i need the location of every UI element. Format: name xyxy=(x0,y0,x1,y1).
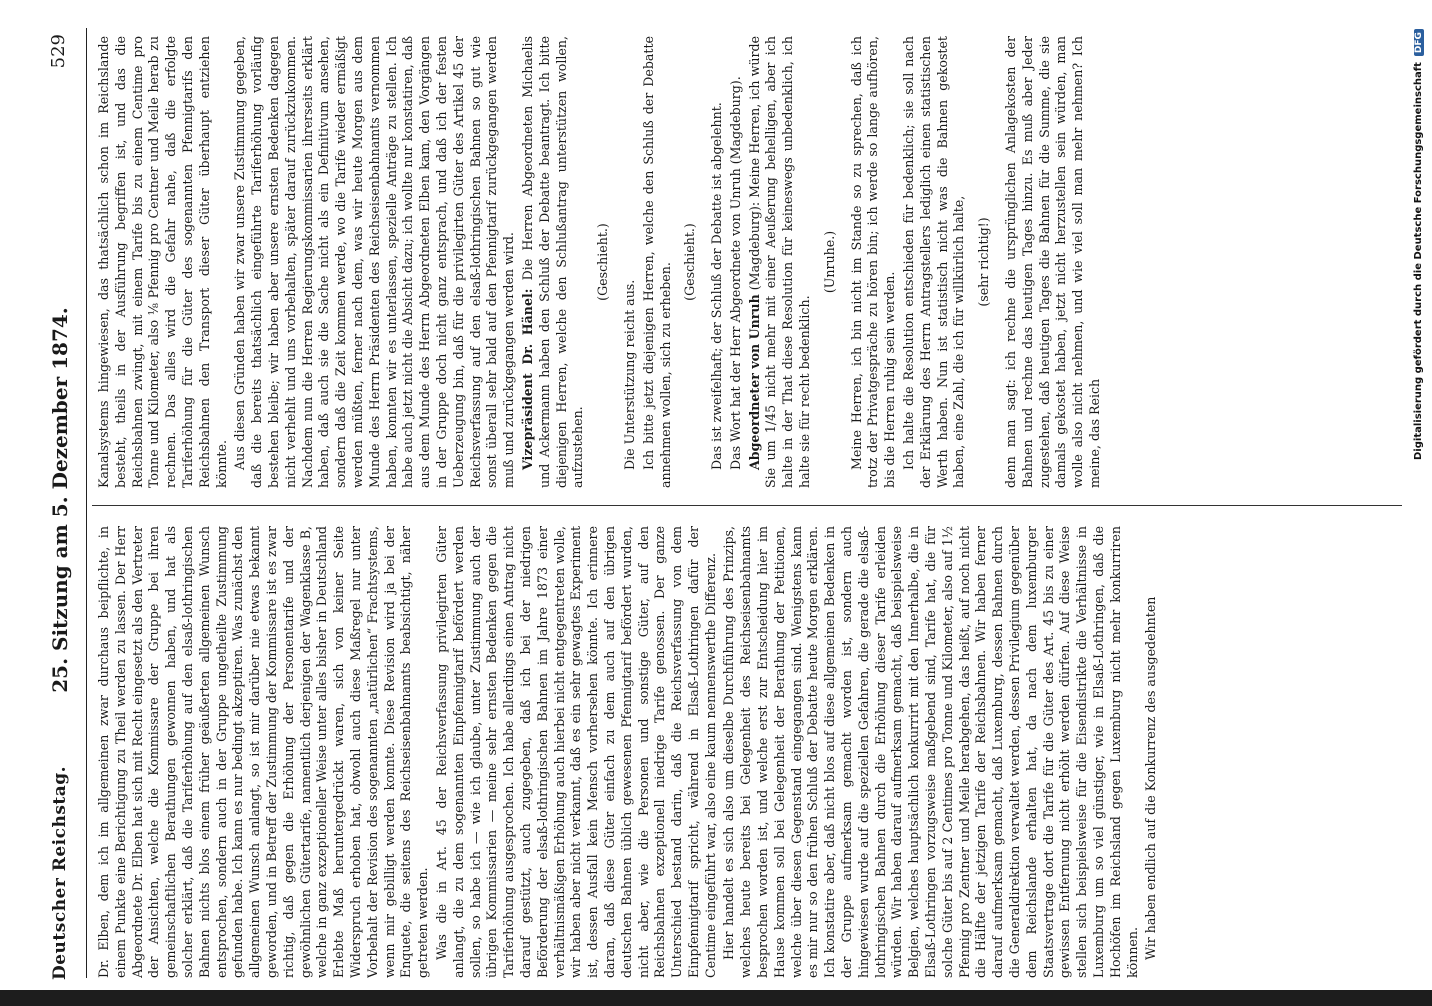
dfg-logo: DFG xyxy=(1414,29,1424,56)
right-paragraph-7: Das Wort hat der Herr Abgeordnete von Unruh (Magdeburg). xyxy=(727,76,743,470)
digitization-credit xyxy=(1413,0,1429,460)
speaker-name: Abgeordneter von Unruh xyxy=(746,294,762,470)
scan-edge-shadow xyxy=(0,990,1432,1006)
right-paragraph-9: Meine Herren, ich bin nicht im Stande so zu sprechen, daß ich trotz der Privatgespräche zu hören bin; ich werde so lange aufhören, bis die Herren ruhig sein werden. xyxy=(848,36,898,488)
header-rule xyxy=(86,28,87,978)
unruh-statement xyxy=(747,36,814,488)
right-paragraph-10: Ich halte die Resolution entschieden für bedenklich; sie soll nach der Erklärung des Herrn Antragstellers lediglich einen statistischen Werth haben. Nun ist statistisch nicht was die Bahnen gekostet haben, eine Zahl, die ich für willkürlich halte, xyxy=(901,36,967,488)
stage-direction: (Unruhe.) xyxy=(821,230,837,294)
stage-direction: (sehr richtig!) xyxy=(976,217,992,307)
left-paragraph-3: Hier handelt es sich also um dieselbe Durchführung des Prinzips, welches heute bereits bei Gelegenheit des Reichseisenbahnamts besprochen worden ist, und welche erst zur Entscheidung hier im Hause kommen soll bei Gelegenheit der Berathung der Petitionen, welche über diesen Gegenstand eingegangen sind. Wenigstens kann es mir nur so den frühen Schluß der Debatte heute Morgen erklären. Ich konstatire aber, daß nicht blos auf diese allgemeinen Bedenken in der Gruppe aufmerksam gemacht worden ist, sondern auch hingewiesen wurde auf die speziellen Gefahren, die gerade die elsaß-lothringischen Bahnen durch die Erhöhung dieser Tarife erleiden würden. Wir haben darauf aufmerksam gemacht, daß beispielsweise Belgien, welches hauptsächlich konkurrirt mit den Innerhalbe, die in Elsaß-Lothringen vorzugsweise maßgebend sind, Tarife hat, die für solche Güter bis auf 2 Centimes pro Tonne und Kilometer, also auf 1½ Pfennig pro Zentner und Meile herabgehen, das heißt, auf noch nicht die Hälfte der jetzigen Tarife der Reichsbahnen. Wir haben ferner darauf aufmerksam gemacht, daß Luxemburg, dessen Bahnen durch die Generaldirektion verwaltet werden, dessen Privilegium gegenüber dem Reichslande erhalten hat, da nach dem luxemburger Staatsvertrage dort die Tarife für die Güter des Art. 45 bis zu einer gewissen Entfernung nicht erhöht werden dürfen. Auf diese Weise stellen sich beispielsweise für die Eisendistrikte die Verhältnisse in Luxemburg um so viel günstiger, wie in Elsaß-Lothringen, daß die Hochöfen im Reichsland gegen Luxemburg nicht mehr konkurriren können. xyxy=(721,526,1140,978)
vice-president-statement xyxy=(520,36,587,488)
left-paragraph-4: Wir haben endlich auf die Konkurrenz des ausgedehnten xyxy=(1143,596,1159,960)
right-paragraph-5: Ich bitte jetzt diejenigen Herren, welche den Schluß der Debatte annehmen wollen, sich zu erheben. xyxy=(640,36,673,488)
speaker-text: (Magdeburg): Meine Herren, ich würde Sie um 1/45 nicht mehr mit einer Aeußerung behelligen, aber ich halte in der That diese Resolution für keineswegs unbedenklich, ich halte sie für recht bedenklich. xyxy=(746,36,813,488)
stage-direction: (Geschieht.) xyxy=(595,223,611,301)
header-publication: Deutscher Reichstag. xyxy=(50,765,70,980)
page-header xyxy=(40,0,80,1000)
right-column xyxy=(96,36,1396,488)
right-paragraph-6: Das ist zweifelhaft; der Schluß der Debatte ist abgelehnt. xyxy=(709,102,725,470)
left-paragraph-2: Was die in Art. 45 der Reichsverfassung privilegirten Güter anlangt, die zu dem sogenannten Einpfennigtarif befördert werden sollen, so habe ich — wie ich glaube, unter Zustimmung auch der übrigen Kommissarien — meine sehr ernsten Bedenken gegen die Tariferhöhung ausgesprochen. Ich habe allerdings einen Antrag nicht darauf gestützt, auch zugegeben, daß ich bei der niedrigen Beförderung der elsaß-lothringischen Bahnen im Jahre 1873 einer verhältnismäßigen Erhöhung auch hierbei nicht entgegentreten wolle, wir haben aber nicht verkannt, daß es ein sehr gewagtes Experiment ist, dessen Ausfall kein Mensch vorhersehen könnte. Ich erinnere daran, daß diese Güter einfach zu dem auch auf den übrigen deutschen Bahnen üblich gewesenen Pfennigtarif befördert wurden, nicht aber, wie die Personen und sonstige Güter, auf den Reichsbahnen exzeptionell niedrige Tarife genossen. Der ganze Unterschied bestand darin, daß die Reichsverfassung von dem Einpfennigtarif spricht, während in Elsaß-Lothringen dafür der Centime eingeführt war, also eine kaum nennenswerthe Differenz. xyxy=(433,526,718,978)
credit-text: Digitalisierung gefördert durch die Deutsche Forschungsgemeinschaft xyxy=(1413,62,1424,460)
stage-direction: (Geschieht.) xyxy=(682,223,698,301)
header-session: 25. Sitzung am 5. Dezember 1874. xyxy=(48,307,72,693)
right-paragraph-11: denn man sagt: ich rechne die ursprünglichen Anlagekosten der Bahnen und rechne das heutigen Tages hinzu. Es muß aber Jeder zugestehen, daß heutigen Tages die Bahnen für die Summe, die sie damals gekostet haben, jetzt nicht herzustellen sein würden, man wolle also nicht nehmen, und wie viel soll man mehr nehmen? Ich meine, das Reich xyxy=(1003,36,1103,488)
left-paragraph-1: Dr. Elben, dem ich im allgemeinen zwar durchaus beipflichte, in einem Punkte eine Berichtigung zu Theil werden zu lassen. Der Herr Abgeordnete Dr. Elben hat sich mit Recht eingesetzt als den Vertreter der Ansichten, welche die Kommissare der Gruppe bei ihren gemeinschaftlichen Berathungen gewonnen haben, und hat als solcher erklärt, daß die Tariferhöhung auf den elsaß-lothringischen Bahnen nichts blos einem früher geäußerten allgemeinen Wunsch entsprochen, sondern auch in der Gruppe ungetheilte Zustimmung gefunden habe. Ich kann es nur bedingt akzeptiren. Was zunächst den allgemeinen Wunsch anlangt, so ist mir darüber nie etwas bekannt geworden, und in Betreff der Zustimmung der Kommissare ist es zwar richtig, daß gegen die Erhöhung der Personentarife und der gewöhnlichen Gütertarife, namentlich derjenigen der Wagenklasse B, welche in ganz exzeptioneller Weise unter alles bisher in Deutschland Erlebte Maß heruntergedrückt waren, sich von keiner Seite Widerspruch erhoben hat, obwohl auch diese Maßregel nur unter Vorbehalt der Revision des sogenannten „natürlichen“ Frachtsystems, wenn mir gebilligt werden konnte. Diese Revision wird ja bei der Enquete, die seitens des Reichseisenbahnamts beabsichtigt, näher getreten werden. xyxy=(96,526,431,978)
left-column xyxy=(96,526,1396,978)
right-paragraph-1: Kanalsystems hingewiesen, das thatsächlich schon im Reichslande besteht, theils in der Ausführung begriffen ist, und das die Reichsbahnen zwingt, mit einem Tarife bis zu einem Centime pro Tonne und Kilometer, also ⅛ Pfennig pro Centner und Meile herab zu rechnen. Das alles wird die Gefahr nahe, daß die erfolgte Tariferhöhung für die Güter des sogenannten Pfennigtarifs den Reichsbahnen den Transport dieser Güter überhaupt entziehen könnte. xyxy=(96,36,229,488)
page-number: 529 xyxy=(48,34,69,69)
speaker-text: Die Herren Abgeordneten Michaelis und Ackermann haben den Schluß der Debatte beantragt. Ich bitte diejenigen Herren, welche den Schlußantrag unterstützen wollen, aufzustehen. xyxy=(519,36,586,488)
right-paragraph-4: Die Unterstützung reicht aus. xyxy=(621,279,637,470)
column-divider xyxy=(92,505,1402,506)
right-paragraph-2: Aus diesen Gründen haben wir zwar unsere Zustimmung gegeben, daß die bereits thatsächlich eingeführte Tariferhöhung vorläufig bestehen bleibe; wir haben aber unsere ernsten Bedenken dagegen nicht verhehlt und uns vorbehalten, später darauf zurückzukommen. Nachdem nun die Herren Regierungskommissarien ihrerseits erklärt haben, daß auch sie die Sache nicht als ein Definitivum ansehen, sondern daß die Zeit kommen werde, wo die Tarife wieder ermäßigt werden müßten, ferner nach dem, was wir heute Morgen aus dem Munde des Herrn Präsidenten des Reichseisenbahnamts vernommen haben, konnten wir es unterlassen, spezielle Anträge zu stellen. Ich habe auch jetzt nicht die Absicht dazu; ich wollte nur konstatiren, daß aus dem Munde des Herrn Abgeordneten Elben kam, den Vorgängen in der Gruppe doch nicht ganz entsprach, und daß ich der festen Ueberzeugung bin, daß für die privilegirten Güter des Artikel 45 der Reichsverfassung auf den elsaß-lothringischen Bahnen so gut wie sonst überall sehr bald auf den Pfennigtarif zurückgegangen werden muß und zurückgegangen werden wird. xyxy=(232,36,517,488)
speaker-name: Vizepräsident Dr. Hänel: xyxy=(519,288,535,470)
